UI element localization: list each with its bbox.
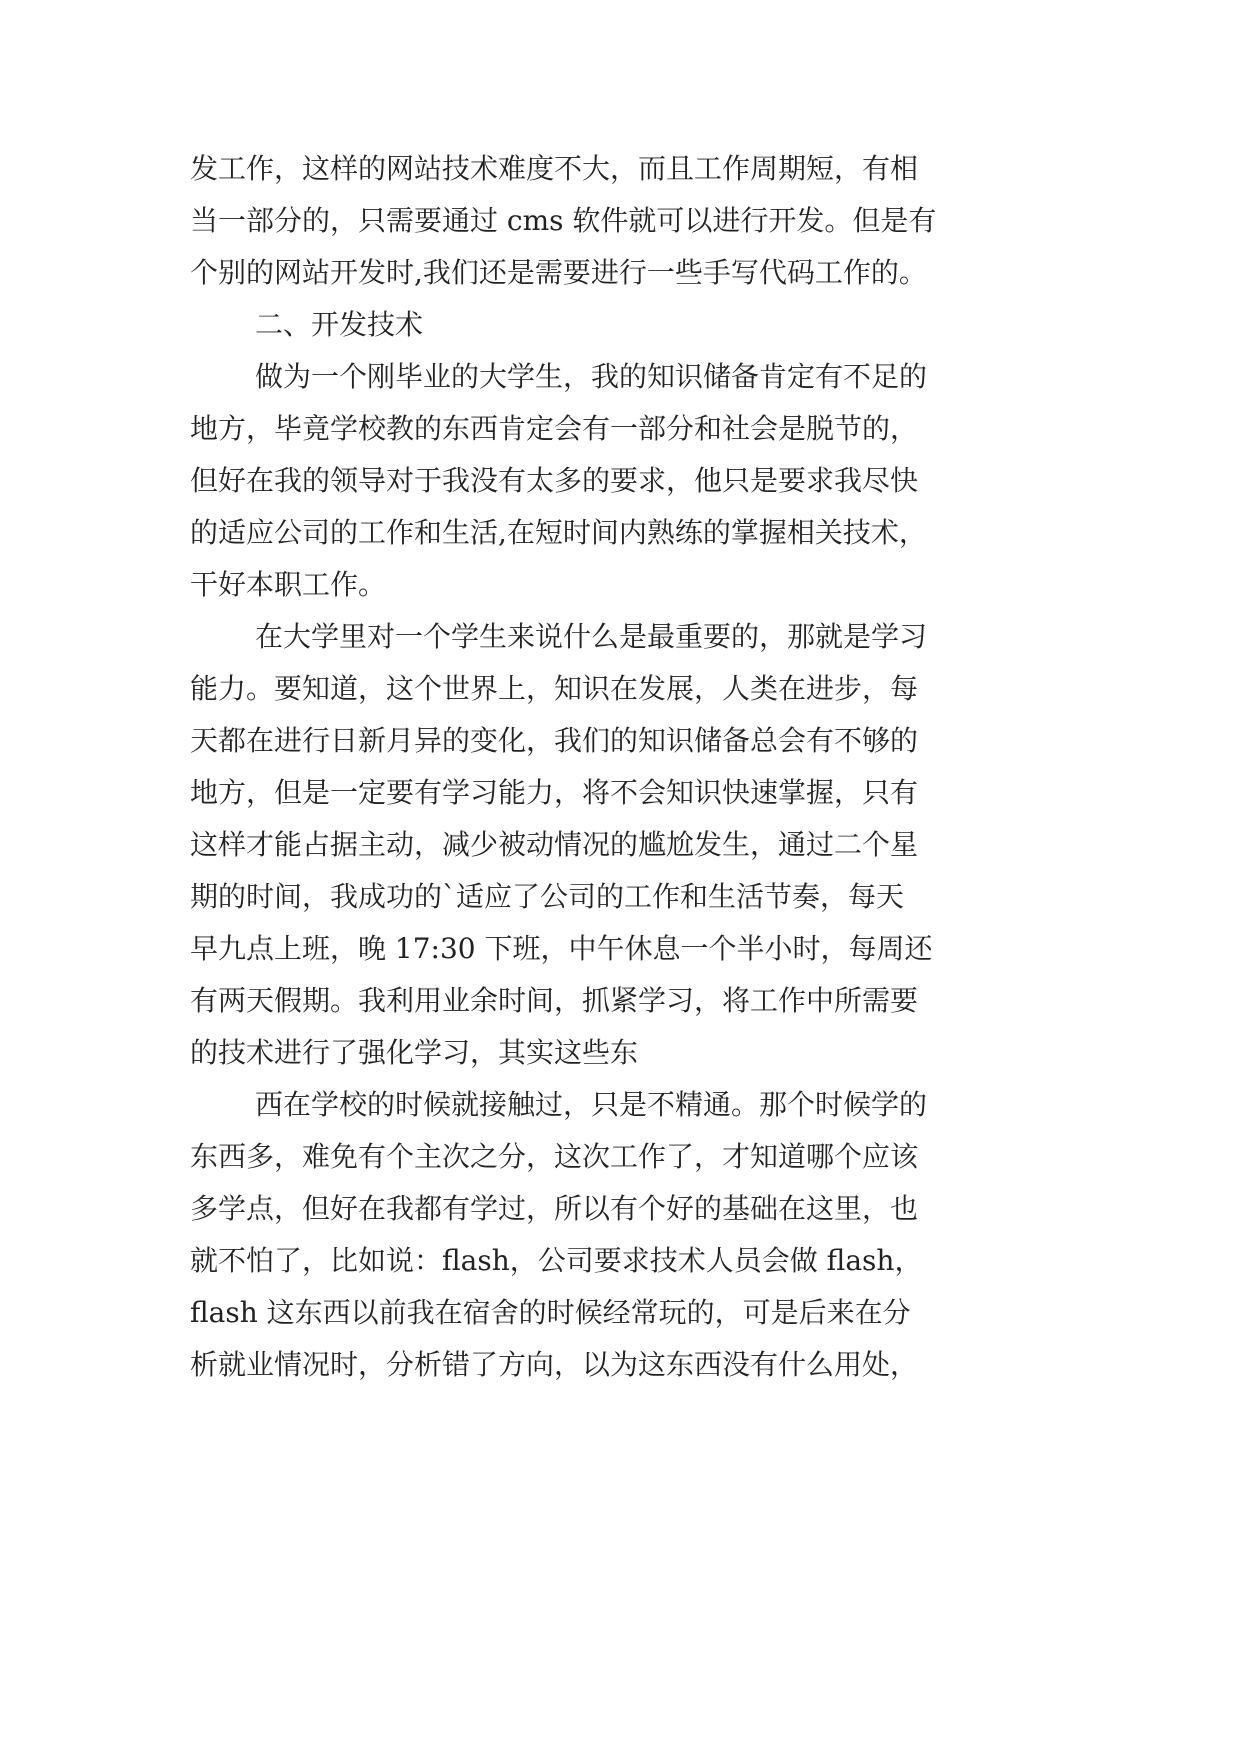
section-heading: 二、开发技术 (255, 308, 424, 341)
text-line: 早九点上班，晚 17:30 下班，中午休息一个半小时，每周还 (190, 932, 933, 965)
text-line: 地方，毕竟学校教的东西肯定会有一部分和社会是脱节的， (190, 412, 919, 445)
text-line: 就不怕了，比如说：flash，公司要求技术人员会做 flash， (190, 1244, 923, 1277)
text-line: 能力。要知道，这个世界上，知识在发展，人类在进步，每 (190, 672, 919, 705)
text-line: 析就业情况时，分析错了方向，以为这东西没有什么用处， (190, 1348, 919, 1381)
text-line: 的技术进行了强化学习，其实这些东 (190, 1036, 639, 1069)
text-line: 有两天假期。我利用业余时间，抓紧学习，将工作中所需要 (190, 984, 919, 1017)
text-line: 天都在进行日新月异的变化，我们的知识储备总会有不够的 (190, 724, 919, 757)
text-line: 的适应公司的工作和生活,在短时间内熟练的掌握相关技术， (190, 516, 927, 549)
text-line: 发工作，这样的网站技术难度不大，而且工作周期短，有相 (190, 152, 919, 185)
text-line: 多学点，但好在我都有学过，所以有个好的基础在这里，也 (190, 1192, 919, 1225)
text-line: 在大学里对一个学生来说什么是最重要的，那就是学习 (255, 620, 928, 653)
text-line: flash 这东西以前我在宿舍的时候经常玩的，可是后来在分 (190, 1296, 911, 1329)
text-line: 当一部分的，只需要通过 cms 软件就可以进行开发。但是有 (190, 204, 937, 237)
text-line: 东西多，难免有个主次之分，这次工作了，才知道哪个应该 (190, 1140, 919, 1173)
text-line: 这样才能占据主动，减少被动情况的尴尬发生，通过二个星 (190, 828, 919, 861)
text-line: 西在学校的时候就接触过，只是不精通。那个时候学的 (255, 1088, 928, 1121)
text-line: 地方，但是一定要有学习能力，将不会知识快速掌握，只有 (190, 776, 919, 809)
text-line: 期的时间，我成功的`适应了公司的工作和生活节奏，每天 (190, 880, 905, 913)
text-line: 但好在我的领导对于我没有太多的要求，他只是要求我尽快 (190, 464, 919, 497)
text-line: 个别的网站开发时,我们还是需要进行一些手写代码工作的。 (190, 256, 927, 289)
text-line: 做为一个刚毕业的大学生，我的知识储备肯定有不足的 (255, 360, 928, 393)
text-line: 干好本职工作。 (190, 568, 387, 601)
